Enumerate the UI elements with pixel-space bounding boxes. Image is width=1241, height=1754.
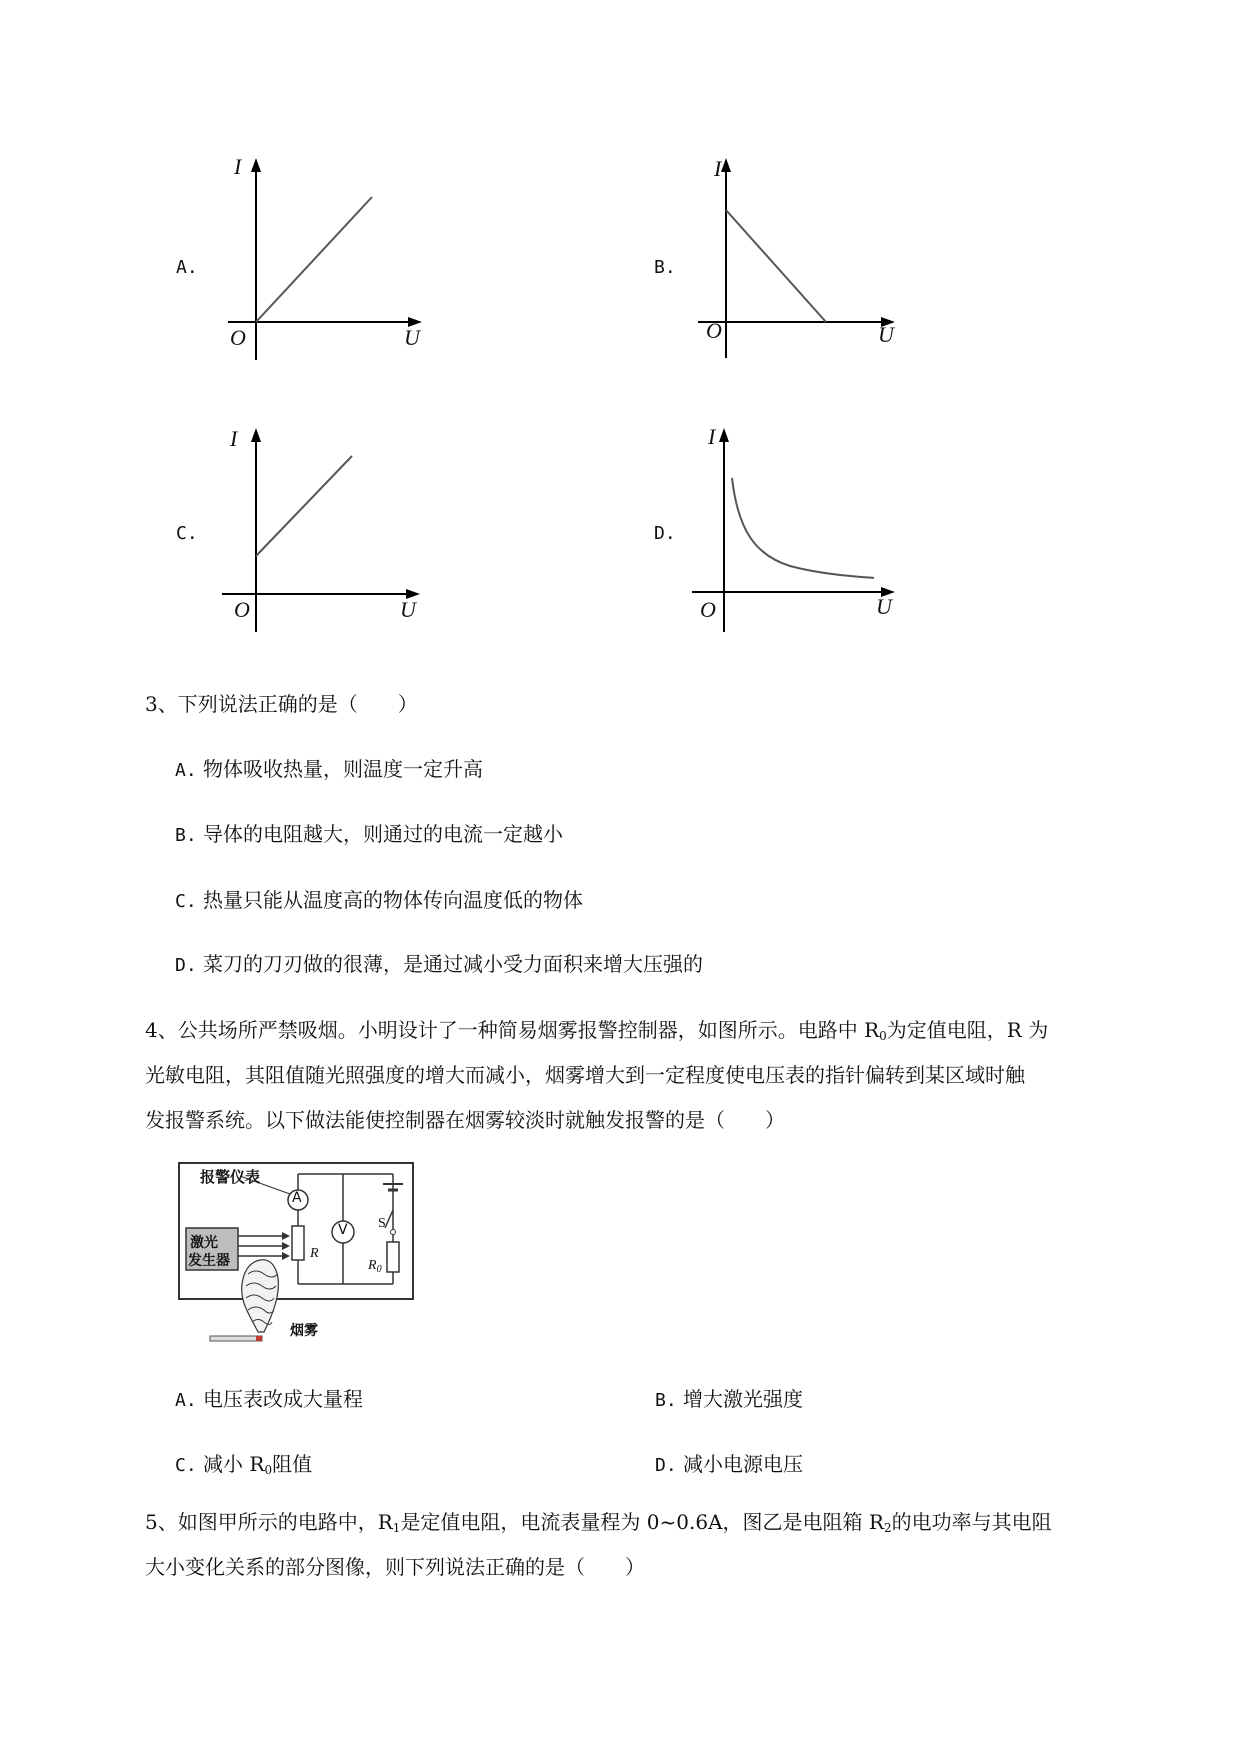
q3-option-c <box>175 886 583 916</box>
q5-line1-part-b: 是定值电阻，电流表量程为 0~0.6A，图乙是电阻箱 R <box>400 1510 884 1534</box>
q5-r1-subscript: 1 <box>392 1521 401 1535</box>
q3-option-d-text: 菜刀的刀刃做的很薄，是通过减小受力面积来增大压强的 <box>203 952 704 976</box>
r0-resistor <box>387 1242 399 1272</box>
question-3-stem: 3、下列说法正确的是（ ） <box>145 692 418 716</box>
origin-label: O <box>706 318 722 343</box>
graph-curve <box>732 478 874 578</box>
alarm-meter-label: 报警仪表 <box>200 1168 261 1186</box>
cigarette <box>210 1336 262 1341</box>
question-5-line-2: 大小变化关系的部分图像，则下列说法正确的是（ ） <box>145 1555 645 1579</box>
q3-option-a <box>175 755 483 785</box>
q5-r2-subscript: 2 <box>883 1521 892 1535</box>
q4-line1-part-b: 为定值电阻，R 为 <box>886 1018 1049 1042</box>
q4-option-c-subscript: 0 <box>264 1463 273 1477</box>
q3-option-b-letter: B. <box>175 825 197 846</box>
q4-option-a <box>175 1385 363 1415</box>
q4-option-d <box>655 1450 803 1480</box>
y-axis-arrow <box>251 428 261 442</box>
y-axis-label: I <box>234 154 242 179</box>
q4-option-b-text: 增大激光强度 <box>683 1387 804 1411</box>
q5-line1-part-a: 5、如图甲所示的电路中，R <box>145 1510 393 1534</box>
ammeter-label: A <box>292 1190 302 1206</box>
y-axis-label: I <box>714 156 722 181</box>
q4-option-c <box>175 1450 312 1484</box>
q4-option-c-text-a: 减小 R <box>203 1452 265 1476</box>
q4-option-d-text: 减小电源电压 <box>683 1452 804 1476</box>
laser-arrow-2 <box>282 1242 290 1250</box>
r0-label-text: R <box>368 1258 377 1273</box>
x-axis-label: U <box>400 597 416 622</box>
laser-label-line-2: 发生器 <box>188 1253 230 1269</box>
q4-option-c-letter: C. <box>175 1455 197 1476</box>
question-4-line-1 <box>145 1016 1048 1050</box>
graph-line <box>256 197 372 322</box>
q4-option-c-text-b: 阻值 <box>272 1452 313 1476</box>
y-axis-arrow <box>721 158 731 172</box>
y-axis-arrow <box>251 158 261 172</box>
voltmeter-label: V <box>338 1222 348 1238</box>
photoresistor <box>292 1226 304 1260</box>
cigarette-tip <box>256 1336 262 1341</box>
q3-option-d-letter: D. <box>175 955 197 976</box>
q3-option-a-letter: A. <box>175 760 197 781</box>
option-c-label: C. <box>176 523 198 544</box>
option-b-label: B. <box>654 257 676 278</box>
x-axis-label: U <box>404 325 420 350</box>
q4-r0-subscript: 0 <box>879 1029 887 1043</box>
smoke-plume <box>242 1260 279 1332</box>
origin-label: O <box>234 597 250 622</box>
question-4-line-2: 光敏电阻，其阻值随光照强度的增大而减小，烟雾增大到一定程度使电压表的指针偏转到某区域时触 <box>145 1063 1025 1087</box>
x-axis-label: U <box>878 322 894 347</box>
q3-option-c-letter: C. <box>175 891 197 912</box>
smoke-label: 烟雾 <box>290 1323 318 1339</box>
laser-arrow-3 <box>282 1252 290 1260</box>
switch-contact <box>391 1230 396 1235</box>
y-axis-label: I <box>708 424 716 449</box>
y-axis-label: I <box>230 426 238 451</box>
q4-option-b-letter: B. <box>655 1390 677 1411</box>
q5-line1-part-c: 的电功率与其电阻 <box>891 1510 1052 1534</box>
question-4-line-3: 发报警系统。以下做法能使控制器在烟雾较淡时就触发报警的是（ ） <box>145 1108 785 1132</box>
q4-option-a-letter: A. <box>175 1390 197 1411</box>
switch-lever <box>385 1210 393 1228</box>
laser-arrow-1 <box>282 1232 290 1240</box>
q3-option-c-text: 热量只能从温度高的物体传向温度低的物体 <box>203 888 584 912</box>
laser-label-line-1: 激光 <box>190 1235 218 1251</box>
r0-label-subscript: 0 <box>376 1264 382 1275</box>
x-axis-label: U <box>876 594 892 619</box>
q3-option-d <box>175 950 703 980</box>
origin-label: O <box>700 597 716 622</box>
q4-option-a-text: 电压表改成大量程 <box>203 1387 364 1411</box>
q3-option-b-text: 导体的电阻越大，则通过的电流一定越小 <box>203 822 564 846</box>
option-d-label: D. <box>654 523 676 544</box>
q3-option-b <box>175 820 563 850</box>
q4-option-d-letter: D. <box>655 1455 677 1476</box>
option-a-label: A. <box>176 257 198 278</box>
q4-line1-part-a: 4、公共场所严禁吸烟。小明设计了一种简易烟雾报警控制器，如图所示。电路中 R <box>145 1018 880 1042</box>
graph-line <box>256 456 352 556</box>
graph-line <box>726 210 826 322</box>
origin-label: O <box>230 325 246 350</box>
q3-option-a-text: 物体吸收热量，则温度一定升高 <box>203 757 484 781</box>
switch-label: S <box>378 1216 386 1231</box>
photoresistor-label: R <box>310 1246 319 1261</box>
y-axis-arrow <box>719 428 729 442</box>
q4-option-b <box>655 1385 803 1415</box>
question-5-line-1 <box>145 1508 1052 1542</box>
r0-label <box>368 1258 382 1275</box>
